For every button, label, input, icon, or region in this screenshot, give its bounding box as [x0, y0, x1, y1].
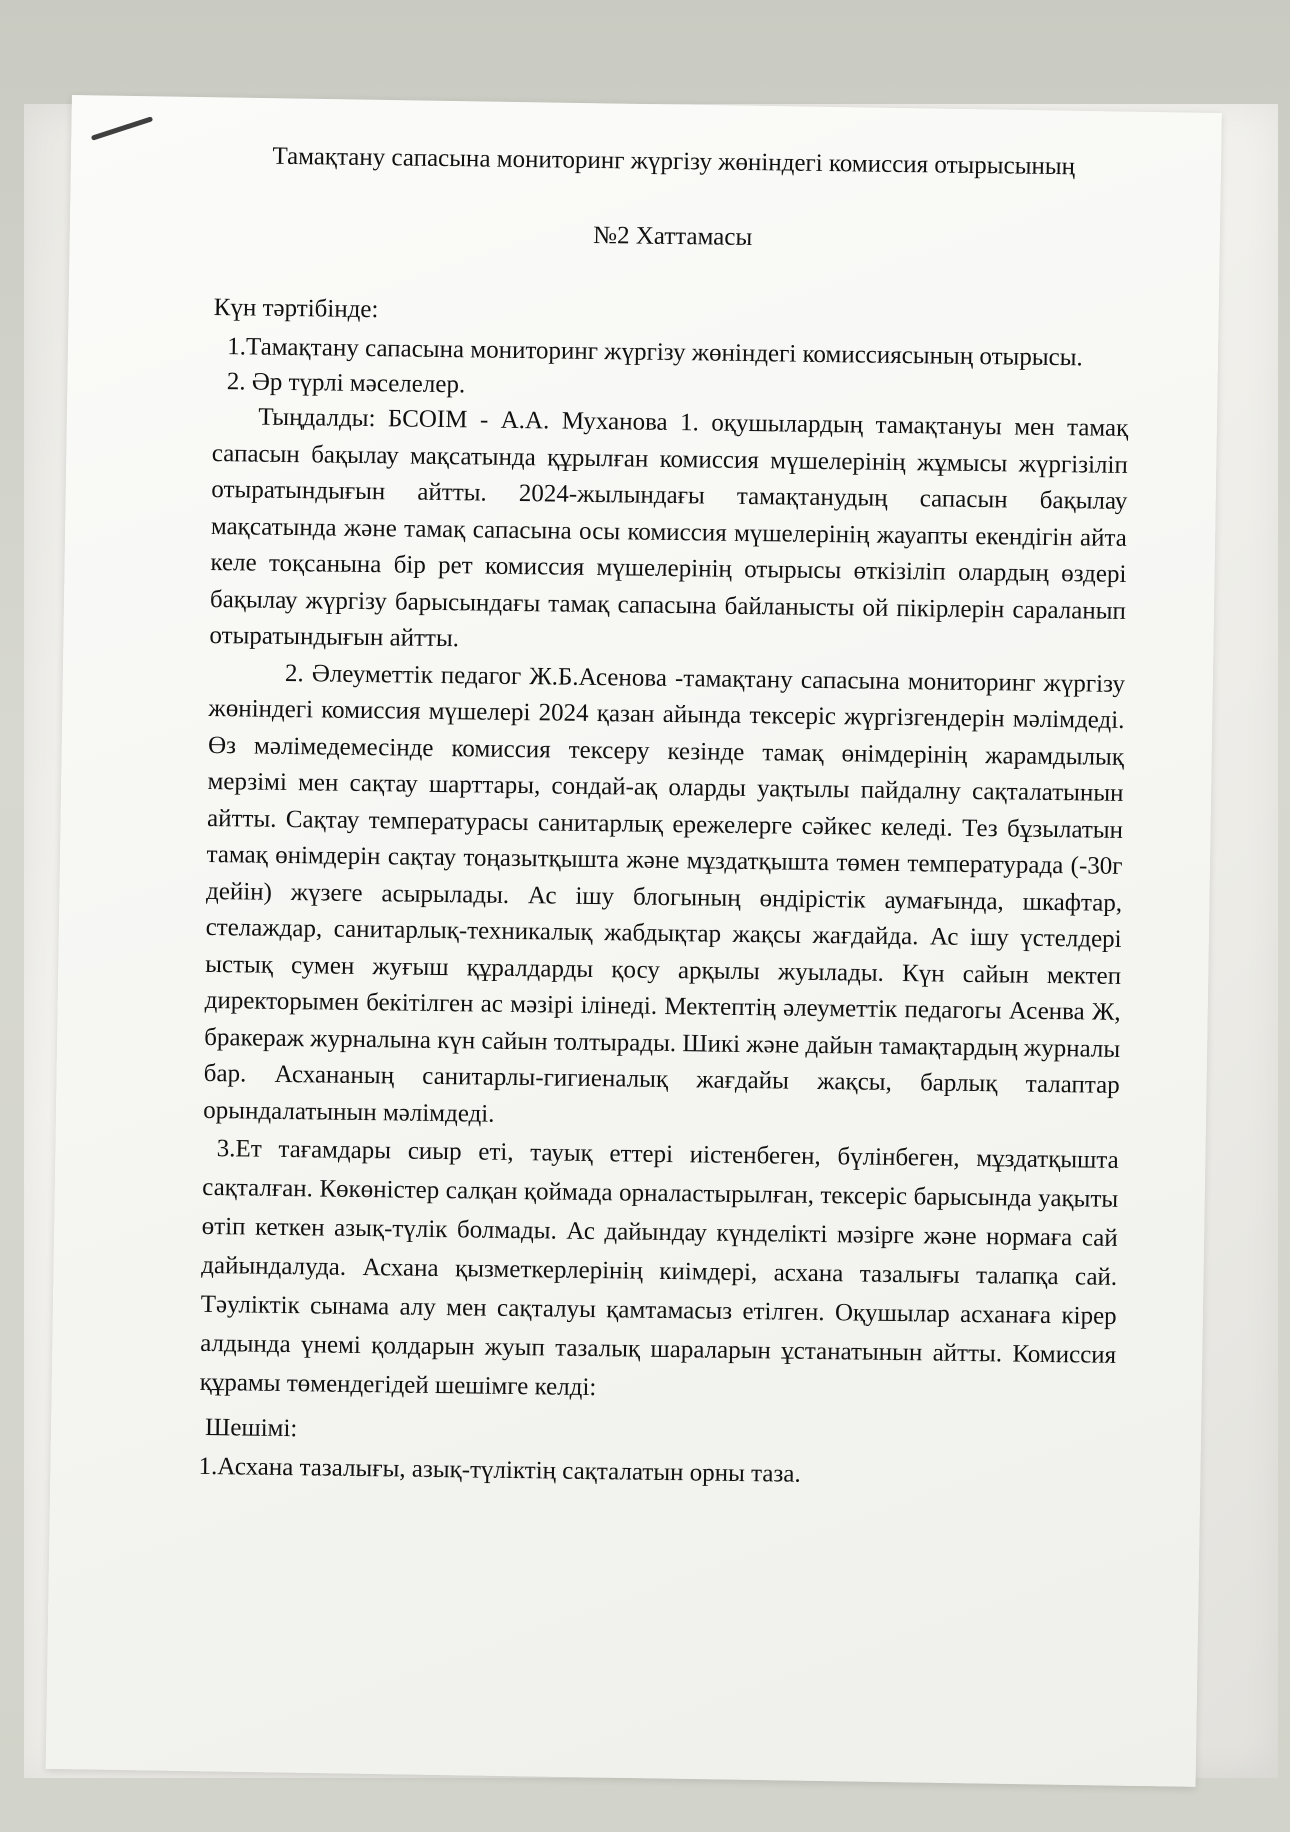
agenda-item: 1.Тамақтану сапасына мониторинг жүргізу жөніндегі комиссиясының отырысы. [227, 333, 1083, 372]
agenda-item: 2. Әр түрлі мәселелер. [226, 368, 466, 399]
protocol-number: №2 Хаттамасы [593, 221, 753, 252]
paragraph-social-pedagogue: 2. Әлеуметтік педагог Ж.Б.Асенова -тамақтану сапасына мониторинг жүргізу жөніндегі комиссия мүшелері 2024 қазан айында тексеріс жүргізгендерін мәлімдеді. Өз мәлімедемесінде комиссия тексеру кезінде тамақ өнімдерінің жарамдылық мерзімі мен сақтау шарттары, сондай-ақ оларды уақтылы пайдалну сақталатынын айтты. Сақтау температурасы санитарлық ережелерге сәйкес келеді. Тез бұзылатын тамақ өнімдерін сақтау тоңазытқышта және мұздатқышта төмен температурада (-30г дейін) жүзеге асырылады. Ас ішу блогының өндірістік аумағында, шкафтар, стелаждар, санитарлық-техникалық жабдықтар жақсы жағдайда. Ас ішу үстелдері ыстық сумен жуғыш құралдарды қосу арқылы жуылады. Күн сайын мектеп директорымен бекітілген ас мәзірі ілінеді. Мектептің әлеуметтік педагогы Асенва Ж, бракераж журналына күн сайын толтырады. Шикі және дайын тамақтардың журналы бар. Асхананың санитарлы-гигиеналық жағдайы жақсы, барлық талаптар орындалатынын мәлімдеді. [203, 659, 1126, 1128]
document-title: Тамақтану сапасына мониторинг жүргізу жөніндегі комиссия отырысының [272, 142, 1076, 181]
agenda-heading: Күн тәртібінде: [213, 293, 379, 324]
decision-item: 1.Асхана тазалығы, азық-түліктің сақталатын орны таза. [198, 1452, 801, 1488]
paragraph-meat-products: 3.Ет тағамдары сиыр еті, тауық еттері иістенбеген, бүлінбеген, мұздатқышта сақталған. Көкөністер салқан қоймада орналастырылған, тексеріс барысында уақыты өтіп кеткен азық-түлік болмады. Ас дайындау күнделікті мәзірге және нормаға сай дайындалуда. Асхана қызметкерлерінің киімдері, асхана тазалығы талапқа сай. Тәуліктік сынама алу мен сақталуы қамтамасыз етілген. Оқушылар асханаға кірер алдында үнемі қолдарын жуып тазалық шараларын ұстанатынын айтты. Комиссия құрамы төмендегідей шешімге келді: [199, 1135, 1119, 1402]
document-body [198, 138, 1132, 1498]
paragraph-heard: Тыңдалды: БСОІМ - А.А. Муханова 1. оқушылардың тамақтануы мен тамақ сапасын бақылау мақсатында құрылған комиссия мүшелерінің жұмысы жүргізіліп отыратындығын айтты. 2024-жылындағы тамақтанудың сапасын бақылау мақсатында және тамақ сапасына осы комиссия мүшелерінің жауапты екендігін айта келе тоқсанына бір рет комиссия мүшелерінің отырысы өткізіліп олардың өздері бақылау жүргізу барысындағы тамақ сапасына байланысты ой пікірлерін сараланып отыратындығын айтты. [209, 403, 1129, 653]
decision-heading: Шешімі: [204, 1413, 298, 1443]
